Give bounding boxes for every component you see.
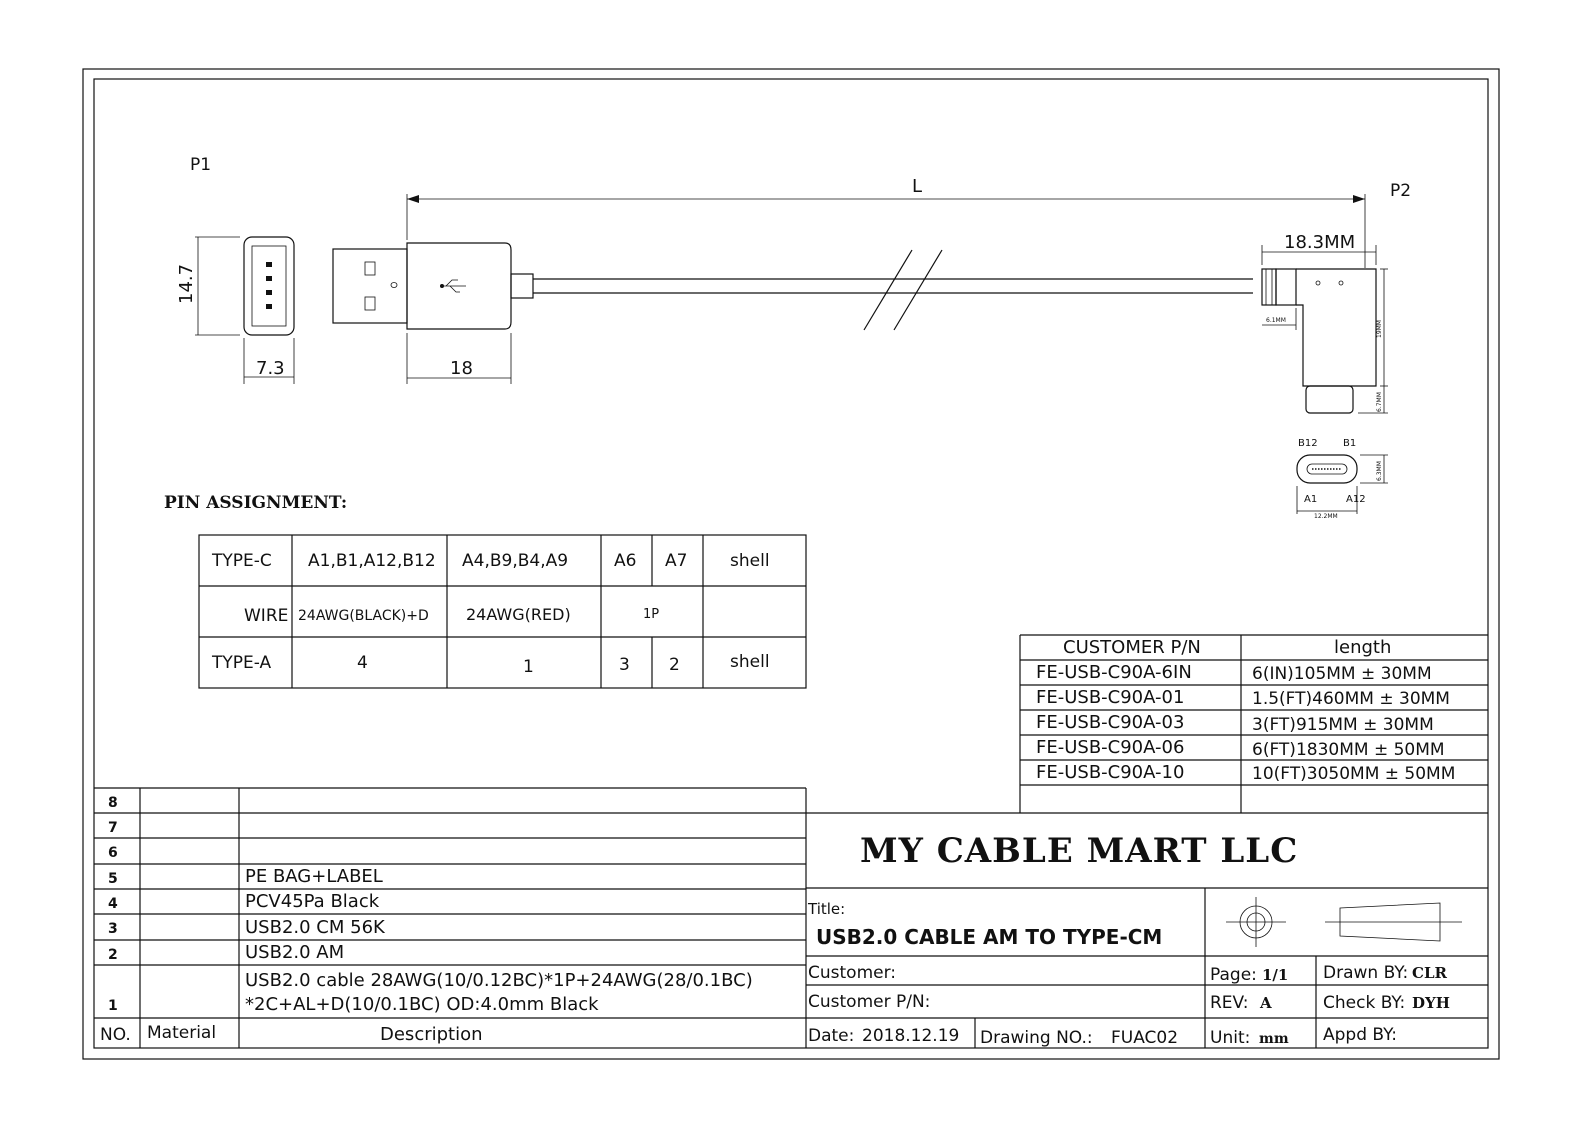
bom-desc-1: USB2.0 cable 28AWG(10/0.12BC)*1P+24AWG(28/0.1BC) [245, 970, 753, 991]
pin-row2-col2: 24AWG(BLACK)+D [298, 608, 429, 624]
pin-row3-col2: 4 [357, 653, 368, 673]
bom-no-7: 7 [108, 820, 118, 836]
pin-a1-label: A1 [1304, 494, 1318, 505]
pin-b12-label: B12 [1298, 438, 1318, 449]
type-c-right-angle-drawing [1262, 245, 1388, 413]
plug-length-dim: 18 [450, 358, 473, 379]
pin-a12-label: A12 [1346, 494, 1366, 505]
drawing-no-label: Drawing NO.: [980, 1028, 1093, 1048]
part-row5-pn: FE-USB-C90A-10 [1036, 762, 1185, 783]
part-row3-pn: FE-USB-C90A-03 [1036, 712, 1185, 733]
bom-no-3: 3 [108, 921, 118, 937]
pin-row2-col3: 24AWG(RED) [466, 605, 571, 624]
pin-row1-col1: TYPE-C [212, 551, 272, 571]
bom-no-5: 5 [108, 871, 118, 887]
bom-header-material: Material [147, 1023, 217, 1043]
bom-no-4: 4 [108, 896, 118, 912]
bom-header-no: NO. [100, 1025, 131, 1045]
pin-row1-col3: A4,B9,B4,A9 [462, 551, 569, 571]
pin-assignment-heading: PIN ASSIGNMENT: [164, 493, 348, 513]
bom-desc-4: PCV45Pa Black [245, 891, 380, 912]
bom-desc-1-line2: *2C+AL+D(10/0.1BC) OD:4.0mm Black [245, 994, 599, 1015]
unit-label: Unit: [1210, 1028, 1251, 1048]
title-label: Title: [808, 900, 846, 918]
unit-value: mm [1259, 1031, 1289, 1047]
type-c-height-dim: 6.3MM [1376, 461, 1383, 481]
date-value: 2018.12.19 [862, 1026, 960, 1046]
pin-row3-col5: 2 [669, 655, 680, 675]
p1-label: P1 [190, 155, 212, 175]
part-header-length: length [1334, 637, 1392, 658]
bom-no-1: 1 [108, 998, 118, 1014]
cable-length-dim: L [912, 176, 923, 197]
check-by-value: DYH [1412, 994, 1450, 1012]
bom-desc-5: PE BAG+LABEL [245, 866, 383, 887]
bom-no-2: 2 [108, 947, 118, 963]
p2-height-dim: 19MM [1376, 320, 1383, 338]
pin-b1-label: B1 [1343, 438, 1357, 449]
part-row1-length: 6(IN)105MM ± 30MM [1252, 664, 1432, 684]
p1-height-dim: 14.7 [176, 263, 197, 304]
usb-a-plug-drawing [333, 194, 1365, 384]
p2-width-dim: 18.3MM [1284, 232, 1356, 253]
p2-small-dim: 6.1MM [1266, 317, 1286, 324]
type-c-face-drawing [1297, 455, 1388, 514]
p2-tip-dim: 6.7MM [1376, 392, 1383, 412]
part-row4-length: 6(FT)1830MM ± 50MM [1252, 740, 1445, 760]
customer-pn-label: Customer P/N: [808, 992, 931, 1012]
pin-row2-col1: WIRE [244, 606, 289, 626]
pin-row3-col4: 3 [619, 655, 630, 675]
pin-row1-col4: A6 [614, 551, 637, 571]
appd-by-label: Appd BY: [1323, 1025, 1397, 1045]
drawing-title: USB2.0 CABLE AM TO TYPE-CM [816, 925, 1163, 949]
page-label: Page: [1210, 965, 1257, 985]
part-header-pn: CUSTOMER P/N [1063, 637, 1201, 658]
pin-row1-col2: A1,B1,A12,B12 [308, 551, 436, 571]
pin-row3-col3: 1 [523, 657, 534, 677]
page-value: 1/1 [1262, 966, 1289, 984]
part-row3-length: 3(FT)915MM ± 30MM [1252, 715, 1434, 735]
p2-label: P2 [1390, 181, 1412, 201]
part-row2-length: 1.5(FT)460MM ± 30MM [1252, 689, 1450, 709]
drawn-by-value: CLR [1412, 964, 1447, 982]
rev-label: REV: [1210, 993, 1249, 1013]
part-row2-pn: FE-USB-C90A-01 [1036, 687, 1185, 708]
part-row4-pn: FE-USB-C90A-06 [1036, 737, 1185, 758]
date-label: Date: [808, 1026, 855, 1046]
projection-symbol-icon [1226, 897, 1462, 947]
pin-row2-col4: 1P [643, 607, 660, 622]
bom-no-6: 6 [108, 845, 118, 861]
pin-row1-col6: shell [730, 551, 770, 571]
bom-no-8: 8 [108, 795, 118, 811]
pin-row3-col1: TYPE-A [212, 653, 272, 673]
rev-value: A [1260, 994, 1272, 1012]
type-c-width-dim: 12.2MM [1314, 513, 1338, 520]
pin-row1-col5: A7 [665, 551, 688, 571]
pin-row3-col6: shell [730, 652, 770, 672]
bom-desc-3: USB2.0 CM 56K [245, 917, 385, 938]
check-by-label: Check BY: [1323, 993, 1406, 1013]
drawn-by-label: Drawn BY: [1323, 963, 1409, 983]
drawing-no-value: FUAC02 [1111, 1028, 1179, 1048]
p1-width-dim: 7.3 [256, 358, 285, 379]
bom-header-description: Description [380, 1024, 483, 1045]
company-name: MY CABLE MART LLC [860, 831, 1299, 871]
customer-label: Customer: [808, 963, 897, 983]
part-row5-length: 10(FT)3050MM ± 50MM [1252, 764, 1456, 784]
part-row1-pn: FE-USB-C90A-6IN [1036, 662, 1192, 683]
bom-desc-2: USB2.0 AM [245, 942, 345, 963]
